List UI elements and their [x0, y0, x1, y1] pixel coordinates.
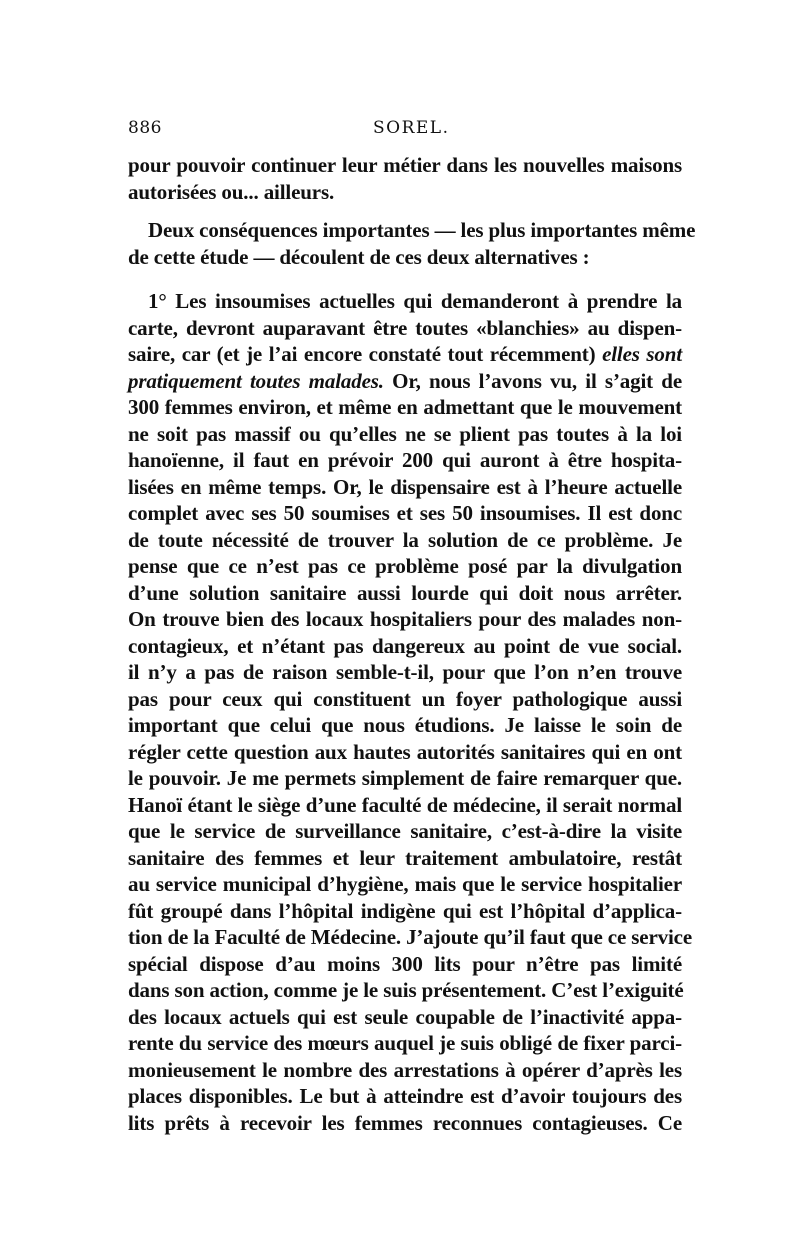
page-header	[128, 118, 682, 142]
text-fragment: saire, car (et je l’ai encore constaté tout récemment)	[128, 342, 603, 366]
text-line: le pouvoir. Je me permets simplement de faire remarquer que.	[128, 766, 682, 790]
text-line: Deux conséquences importantes — les plus importantes même	[148, 218, 696, 242]
italic-text: pratiquement toutes malades.	[128, 368, 384, 393]
text-line: On trouve bien des locaux hospitaliers pour des malades non-	[128, 607, 682, 631]
text-line: régler cette question aux hautes autorités sanitaires qui en ont	[128, 739, 682, 764]
text-line: hanoïenne, il faut en prévoir 200 qui auront à être hospita-	[128, 448, 682, 472]
paragraph	[128, 288, 692, 1136]
text-line: complet avec ses 50 soumises et ses 50 insoumises. Il est donc	[128, 501, 682, 525]
text-line: ne soit pas massif ou qu’elles ne se plient pas toutes à la loi	[128, 421, 682, 446]
paragraph	[128, 152, 682, 205]
text-line: autorisées ou... ailleurs.	[128, 179, 335, 204]
text-line: d’une solution sanitaire aussi lourde qui doit nous arrêter.	[128, 580, 682, 605]
text-line: des locaux actuels qui est seule coupable de l’inactivité appa-	[128, 1004, 682, 1029]
text-line: pas pour ceux qui constituent un foyer pathologique aussi	[128, 686, 682, 711]
text-line: important que celui que nous étudions. Je laisse le soin de	[128, 713, 682, 737]
body-text	[128, 152, 696, 1136]
text-line: carte, devront auparavant être toutes «blanchies» au dispen-	[128, 315, 682, 340]
text-line	[128, 368, 682, 395]
text-line: fût groupé dans l’hôpital indigène qui est l’hôpital d’applica-	[128, 898, 682, 923]
text-line: pour pouvoir continuer leur métier dans les nouvelles maisons	[128, 153, 682, 177]
text-line: que le service de surveillance sanitaire, c’est-à-dire la visite	[128, 819, 682, 843]
text-line: spécial dispose d’au moins 300 lits pour n’être pas limité	[128, 951, 682, 976]
text-line: lisées en même temps. Or, le dispensaire est à l’heure actuelle	[128, 474, 682, 499]
text-line: rente du service des mœurs auquel je suis obligé de fixer parci-	[128, 1031, 682, 1055]
text-line: 300 femmes environ, et même en admettant que le mouvement	[128, 395, 682, 419]
text-line: contagieux, et n’étant pas dangereux au point de vue social.	[128, 633, 682, 658]
text-line: lits prêts à recevoir les femmes reconnues contagieuses. Ce	[128, 1110, 682, 1135]
running-head: SOREL.	[373, 118, 450, 138]
paragraph	[128, 217, 696, 270]
text-line: il n’y a pas de raison semble-t-il, pour que l’on n’en trouve	[128, 660, 682, 684]
text-line: dans son action, comme je le suis présentement. C’est l’exiguité	[128, 978, 684, 1002]
page-number: 886	[128, 118, 162, 138]
text-line: 1° Les insoumises actuelles qui demanderont à prendre la	[148, 289, 682, 313]
text-line: monieusement le nombre des arrestations à opérer d’après les	[128, 1057, 682, 1082]
text-line: tion de la Faculté de Médecine. J’ajoute qu’il faut que ce service	[128, 925, 692, 949]
italic-text: elles sont	[602, 342, 682, 366]
text-line: de cette étude — découlent de ces deux alternatives :	[128, 244, 590, 269]
text-line	[128, 341, 682, 368]
text-line: places disponibles. Le but à atteindre est d’avoir toujours des	[128, 1084, 682, 1108]
text-line: pense que ce n’est pas ce problème posé par la divulgation	[128, 554, 682, 578]
text-line: Hanoï étant le siège d’une faculté de médecine, il serait normal	[128, 792, 682, 817]
text-fragment: Or, nous l’avons vu, il s’agit de	[383, 368, 682, 393]
text-line: au service municipal d’hygiène, mais que le service hospitalier	[128, 872, 682, 896]
text-line: de toute nécessité de trouver la solution de ce problème. Je	[128, 527, 682, 552]
text-line: sanitaire des femmes et leur traitement ambulatoire, restât	[128, 845, 682, 870]
